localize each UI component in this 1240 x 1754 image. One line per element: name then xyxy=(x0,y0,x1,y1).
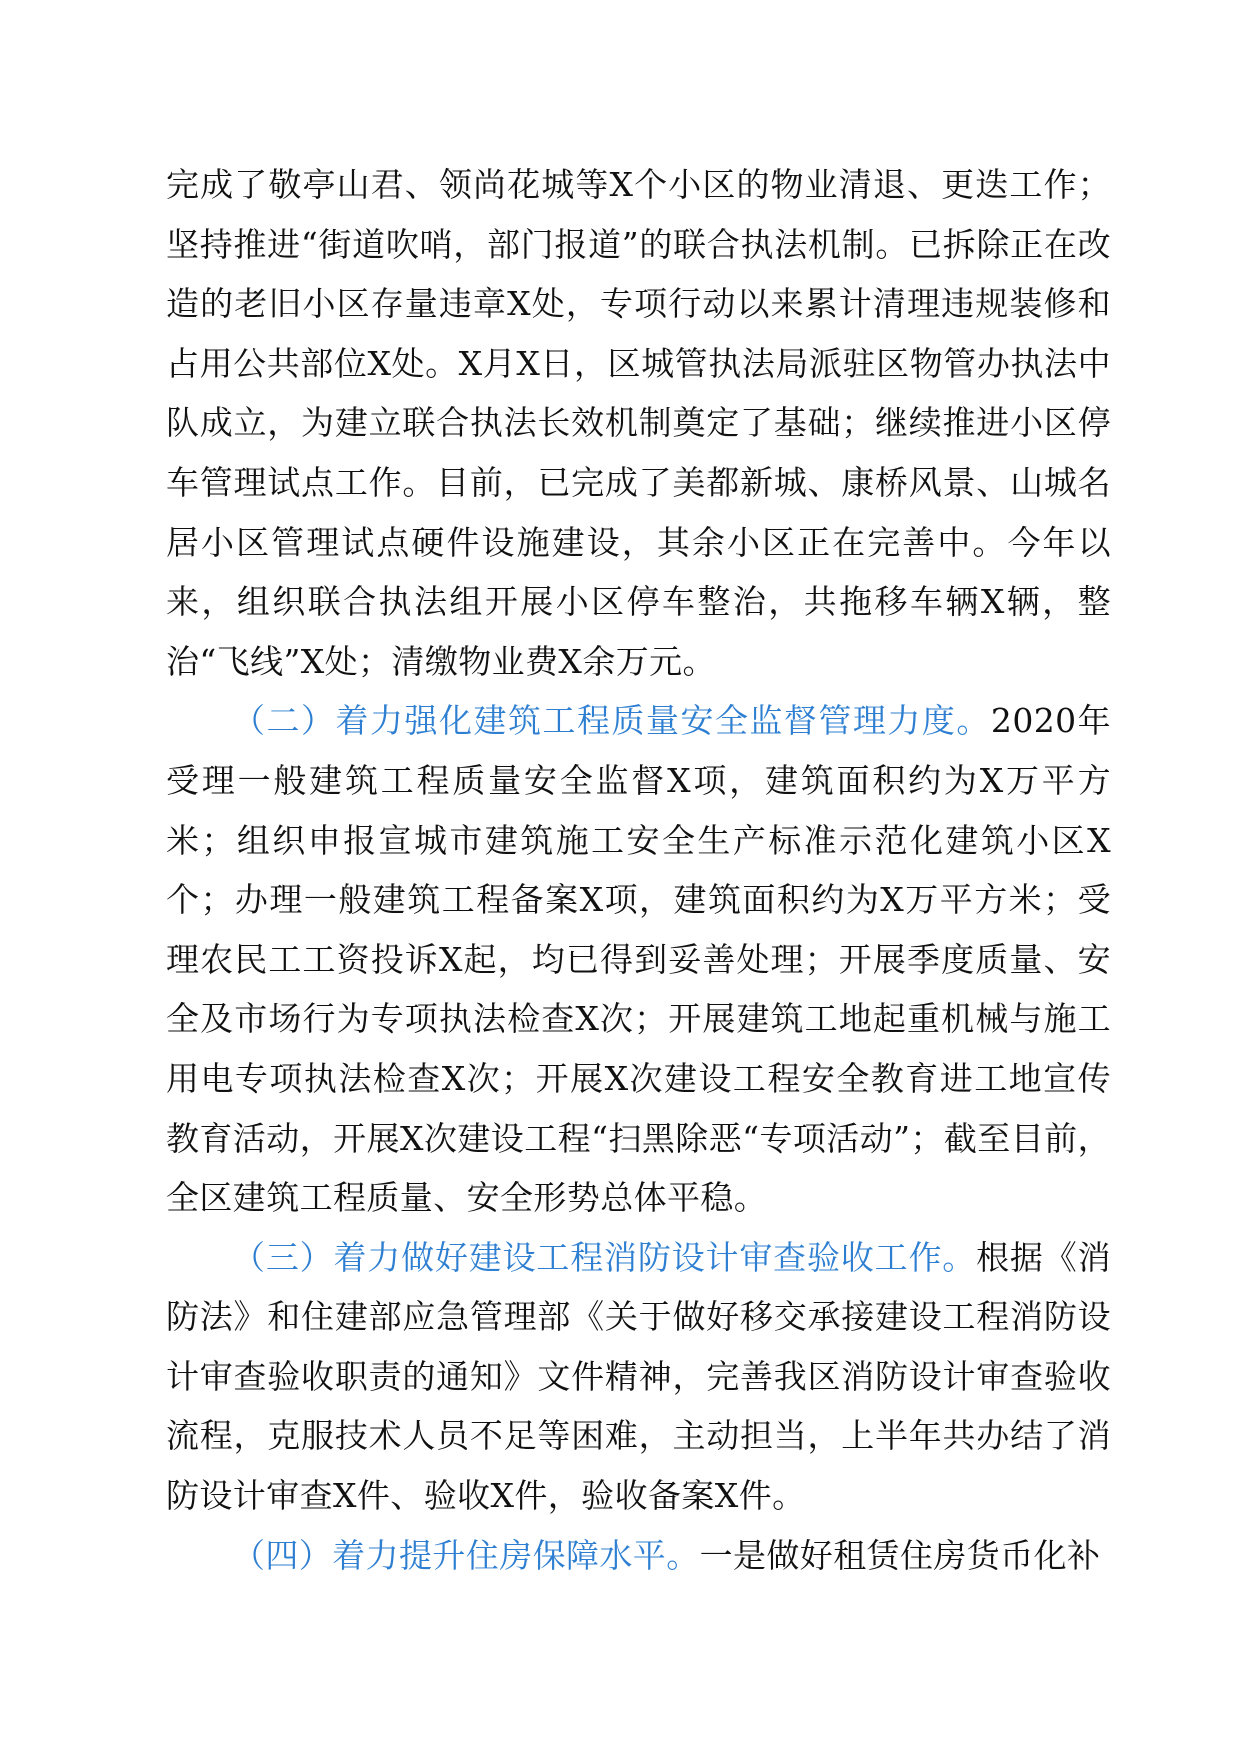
paragraph-3-text: 根据《消防法》和住建部应急管理部《关于做好移交承接建设工程消防设计审查验收职责的通知》文件精神，完善我区消防设计审查验收流程，克服技术人员不足等困难，主动担当，上半年共办结了消防设计审查X件、验收X件，验收备案X件。 xyxy=(166,1237,1111,1516)
section-heading-3: （三）着力做好建设工程消防设计审查验收工作。 xyxy=(232,1237,977,1277)
paragraph-4 xyxy=(166,1526,1111,1586)
paragraph-1 xyxy=(166,155,1111,691)
document-body xyxy=(166,155,1111,1585)
paragraph-3 xyxy=(166,1228,1111,1526)
section-heading-2: （二）着力强化建筑工程质量安全监督管理力度。 xyxy=(232,701,991,741)
paragraph-2 xyxy=(166,691,1111,1227)
paragraph-1-text: 完成了敬亭山君、领尚花城等X个小区的物业清退、更迭工作；坚持推进“街道吹哨，部门报道”的联合执法机制。已拆除正在改造的老旧小区存量违章X处，专项行动以来累计清理违规装修和占用公共部位X处。X月X日，区城管执法局派驻区物管办执法中队成立，为建立联合执法长效机制奠定了基础；继续推进小区停车管理试点工作。目前，已完成了美都新城、康桥风景、山城名居小区管理试点硬件设施建设，其余小区正在完善中。今年以来，组织联合执法组开展小区停车整治，共拖移车辆X辆，整治“飞线”X处；清缴物业费X余万元。 xyxy=(166,165,1111,681)
paragraph-4-text: 一是做好租赁住房货币化补 xyxy=(699,1535,1101,1575)
paragraph-2-text: 2020年受理一般建筑工程质量安全监督X项，建筑面积约为X万平方米；组织申报宣城市建筑施工安全生产标准示范化建筑小区X个；办理一般建筑工程备案X项，建筑面积约为X万平方米；受理农民工工资投诉X起，均已得到妥善处理；开展季度质量、安全及市场行为专项执法检查X次；开展建筑工地起重机械与施工用电专项执法检查X次；开展X次建设工程安全教育进工地宣传教育活动，开展X次建设工程“扫黑除恶“专项活动”；截至目前，全区建筑工程质量、安全形势总体平稳。 xyxy=(166,701,1112,1218)
section-heading-4: （四）着力提升住房保障水平。 xyxy=(232,1535,700,1575)
